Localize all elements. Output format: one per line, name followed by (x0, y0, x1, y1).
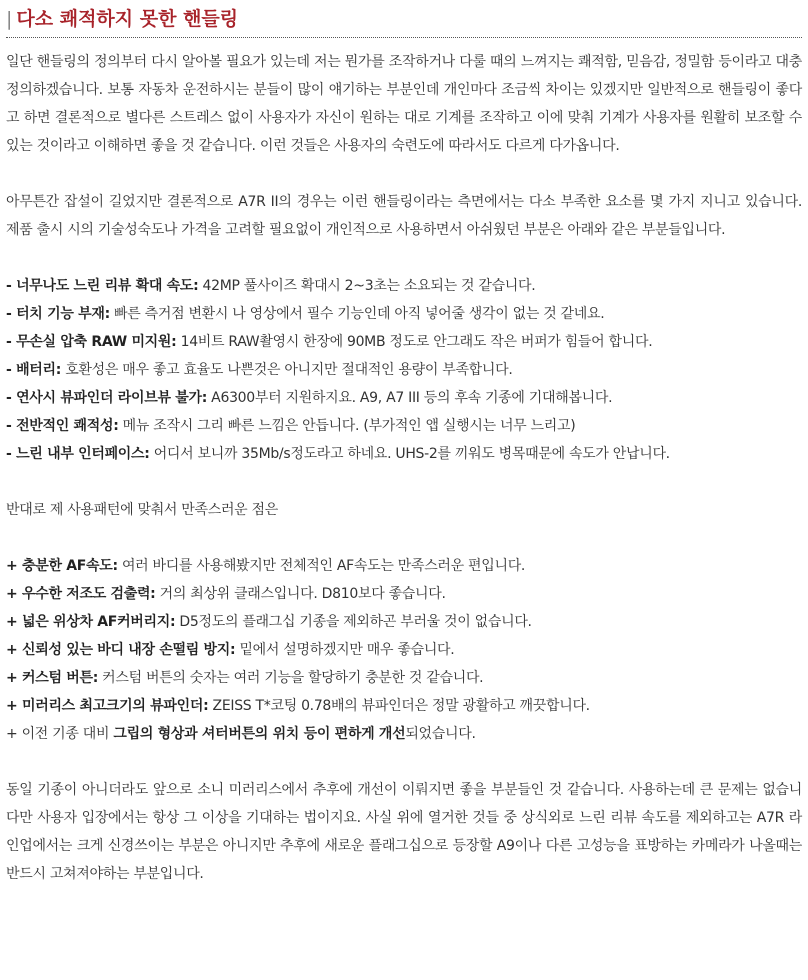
spacer (6, 748, 802, 776)
item-text: 14비트 RAW촬영시 한장에 90MB 정도로 안그래도 작은 버퍼가 힘들어 합니다. (176, 334, 653, 350)
item-label: - 전반적인 쾌적성: (6, 418, 119, 434)
item-text: A6300부터 지원하지요. A9, A7 III 등의 후속 기종에 기대해봅니다. (207, 390, 613, 406)
item-label: + 넓은 위상차 AF커버리지: (6, 614, 176, 630)
spacer (6, 524, 802, 552)
section-title: 다소 쾌적하지 못한 핸들링 (16, 8, 239, 30)
list-item (6, 664, 802, 692)
list-item (6, 552, 802, 580)
item-label: - 터치 기능 부재: (6, 306, 110, 322)
item-label: - 너무나도 느린 리뷰 확대 속도: (6, 278, 199, 294)
item-text: 되었습니다. (405, 726, 476, 742)
list-item (6, 272, 802, 300)
item-text: 어디서 보니까 35Mb/s정도라고 하네요. UHS-2를 끼워도 병목때문에 속도가 안납니다. (149, 446, 670, 462)
item-text: D5정도의 플래그십 기종을 제외하곤 부러울 것이 없습니다. (175, 614, 532, 630)
list-item (6, 356, 802, 384)
spacer (6, 468, 802, 496)
list-item (6, 384, 802, 412)
item-text: 커스텀 버튼의 숫자는 여러 기능을 할당하기 충분한 것 같습니다. (98, 670, 484, 686)
spacer (6, 160, 802, 188)
item-label: + 미러리스 최고크기의 뷰파인더: (6, 698, 209, 714)
item-text: 거의 최상위 클래스입니다. D810보다 좋습니다. (155, 586, 446, 602)
list-item (6, 412, 802, 440)
paragraph-definition: 일단 핸들링의 정의부터 다시 알아볼 필요가 있는데 저는 뭔가를 조작하거나 다룰 때의 느껴지는 쾌적함, 믿음감, 정밀함 등이라고 대충 정의하겠습니다. 보통 자동차 운전하시는 분들이 많이 얘기하는 부분인데 개인마다 조금씩 차이는 있겠지만 일반적으로 핸들링이 좋다고 하면 결론적으로 별다른 스트레스 없이 사용자가 자신이 원하는 대로 기계를 조작하고 이에 맞춰 기계가 사용자를 원활히 보조할 수 있는 것이라고 이해하면 좋을 것 같습니다. 이런 것들은 사용자의 숙련도에 따라서도 다르게 다가옵니다. (6, 54, 802, 154)
dotted-divider (6, 37, 802, 38)
list-item (6, 636, 802, 664)
item-text: 호환성은 매우 좋고 효율도 나쁜것은 아니지만 절대적인 용량이 부족합니다. (61, 362, 513, 378)
list-item (6, 580, 802, 608)
item-label: - 배터리: (6, 362, 62, 378)
item-text: 밑에서 설명하겠지만 매우 좋습니다. (235, 642, 455, 658)
item-label: - 무손실 압축 RAW 미지원: (6, 334, 177, 350)
list-item (6, 440, 802, 468)
item-label: + 우수한 저조도 검출력: (6, 586, 156, 602)
item-text: 빠른 측거점 변환시 나 영상에서 필수 기능인데 아직 넣어줄 생각이 없는 것 같네요. (109, 306, 605, 322)
item-label: 그립의 형상과 셔터버튼의 위치 등이 편하게 개선 (113, 726, 406, 742)
list-item (6, 692, 802, 720)
list-item (6, 720, 802, 748)
item-text: ZEISS T*코팅 0.78배의 뷰파인더은 정말 광활하고 깨끗합니다. (208, 698, 590, 714)
heading-bar: | (6, 8, 13, 30)
item-text: 메뉴 조작시 그리 빠른 느낌은 안듭니다. (부가적인 앱 실행시는 너무 느리고) (118, 418, 576, 434)
paragraph-intro-cons: 아무튼간 잡설이 길었지만 결론적으로 A7R II의 경우는 이런 핸들링이라는 측면에서는 다소 부족한 요소를 몇 가지 지니고 있습니다. 제품 출시 시의 기술성숙도나 가격을 고려할 필요없이 개인적으로 사용하면서 아쉬웠던 부분은 아래와 같은 부분들입니다. (6, 194, 802, 238)
item-text: 여러 바디를 사용해봤지만 전체적인 AF속도는 만족스러운 편입니다. (117, 558, 526, 574)
item-label: + 충분한 AF속도: (6, 558, 118, 574)
list-item (6, 328, 802, 356)
paragraph-intro-pros: 반대로 제 사용패턴에 맞춰서 만족스러운 점은 (6, 502, 279, 518)
list-item (6, 608, 802, 636)
item-label: - 연사시 뷰파인더 라이브뷰 불가: (6, 390, 208, 406)
item-label: - 느린 내부 인터페이스: (6, 446, 150, 462)
pros-list (6, 552, 802, 748)
list-item (6, 300, 802, 328)
item-label: + 커스텀 버튼: (6, 670, 98, 686)
item-label: + 신뢰성 있는 바디 내장 손떨림 방지: (6, 642, 236, 658)
section-heading (6, 4, 802, 34)
cons-list (6, 272, 802, 468)
item-text: + 이전 기종 대비 (6, 726, 114, 742)
spacer (6, 244, 802, 272)
item-text: 42MP 풀사이즈 확대시 2~3초는 소요되는 것 같습니다. (198, 278, 536, 294)
paragraph-conclusion: 동일 기종이 아니더라도 앞으로 소니 미러리스에서 추후에 개선이 이뤄지면 좋을 부분들인 것 같습니다. 사용하는데 큰 문제는 없습니다만 사용자 입장에서는 항상 그 이상을 기대하는 법이지요. 사실 위에 열거한 것들 중 상식외로 느린 리뷰 속도를 제외하고는 A7R 라인업에서는 크게 신경쓰이는 부분은 아니지만 추후에 새로운 플래그십으로 등장할 A9이나 다른 고성능을 표방하는 카메라가 나올때는 반드시 고쳐져야하는 부분입니다. (6, 782, 802, 882)
